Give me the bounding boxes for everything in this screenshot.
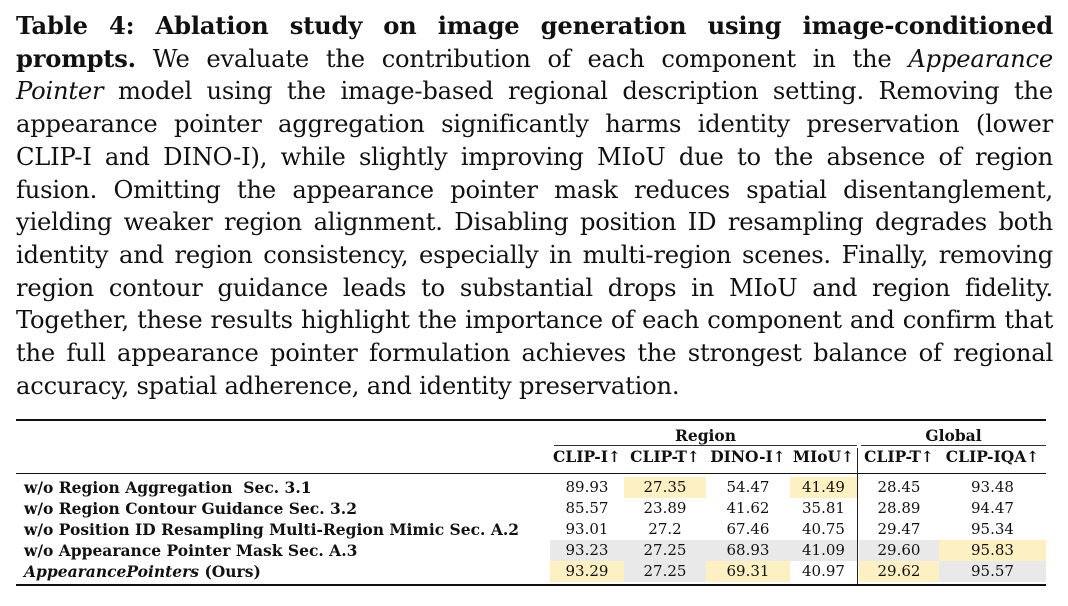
table-cell: 93.29 (550, 561, 624, 582)
table-row (16, 540, 1046, 561)
row-label: w/o Region Contour Guidance Sec. 3.2 (24, 499, 357, 518)
table-cell: 27.25 (624, 561, 706, 582)
table-cell: 29.62 (859, 561, 939, 582)
table-cell: 23.89 (643, 499, 687, 517)
column-header: DINO-I↑ (710, 447, 786, 466)
table-row (16, 498, 1046, 519)
table-row (16, 561, 1046, 582)
table-cell: 41.62 (726, 499, 770, 517)
table-cell: 93.48 (971, 478, 1014, 496)
table-cell: 67.46 (726, 520, 770, 538)
table-cell: 40.97 (802, 562, 845, 580)
table-cell: 27.25 (624, 540, 706, 561)
table-cell: 40.75 (802, 520, 845, 538)
table-cell: 27.2 (648, 520, 682, 538)
table-cell: 27.35 (624, 477, 706, 498)
row-label (24, 562, 261, 581)
group-header-region: Region (674, 426, 737, 445)
table-row (16, 477, 1046, 498)
column-header: MIoU↑ (792, 447, 855, 466)
table-cell: 94.47 (971, 499, 1014, 517)
row-label: w/o Region Aggregation Sec. 3.1 (24, 478, 312, 497)
table-cell: 95.34 (971, 520, 1014, 538)
table-cell: 28.45 (877, 478, 921, 496)
column-header: CLIP-I↑ (553, 447, 621, 466)
table-cell: 35.81 (802, 499, 845, 517)
column-header: CLIP-T↑ (864, 447, 934, 466)
column-header: CLIP-IQA↑ (945, 447, 1040, 466)
table-cell: 89.93 (565, 478, 609, 496)
region-group-rule (554, 445, 857, 446)
caption-model-name: Appearance Pointer (16, 44, 1053, 106)
table-caption (16, 10, 1053, 402)
table-cell: 85.57 (565, 499, 609, 517)
row-label: w/o Position ID Resampling Multi-Region Mimic Sec. A.2 (24, 520, 520, 539)
table-cell: 95.83 (939, 540, 1046, 561)
table-cell: 54.47 (726, 478, 770, 496)
table-cell: 29.60 (859, 540, 939, 561)
table-cell: 28.89 (877, 499, 921, 517)
table-header-rule (16, 473, 1046, 474)
table-cell: 93.01 (565, 520, 609, 538)
global-group-rule (861, 445, 1046, 446)
table-cell: 69.31 (706, 561, 790, 582)
table-cell: 93.23 (550, 540, 624, 561)
table-cell: 68.93 (706, 540, 790, 561)
table-cell: 95.57 (939, 561, 1046, 582)
caption-text-1: We evaluate the contribution of each component in the (135, 44, 909, 73)
table-bottom-rule (16, 584, 1046, 586)
table-cell: 41.49 (790, 477, 857, 498)
table-top-rule (16, 419, 1046, 421)
table-row (16, 519, 1046, 540)
caption-text-2: model using the image-based regional description setting. Removing the appearance pointer aggregation significantly harms identity preservation (lower CLIP-I and DINO-I), while slightly improving MIoU due to the absence of region fusion. Omitting the appearance pointer mask reduces spatial disentanglement, yielding weaker region alignment. Disabling position ID resampling degrades both identity and region consistency, especially in multi-region scenes. Finally, removing region contour guidance leads to substantial drops in MIoU and region fidelity. Together, these results highlight the importance of each component and confirm that the full appearance pointer formulation achieves the strongest balance of regional accuracy, spatial adherence, and identity preservation. (16, 77, 1053, 400)
table-cell: 41.09 (790, 540, 857, 561)
row-label-suffix: (Ours) (199, 562, 261, 581)
column-header: CLIP-T↑ (630, 447, 700, 466)
group-header-global: Global (925, 426, 982, 445)
row-label-italic: AppearancePointers (24, 562, 200, 581)
table-cell: 29.47 (877, 520, 921, 538)
row-label: w/o Appearance Pointer Mask Sec. A.3 (24, 541, 358, 560)
caption-label: Table 4: Ablation study on image generation using image-conditioned prompts. (16, 11, 1053, 73)
